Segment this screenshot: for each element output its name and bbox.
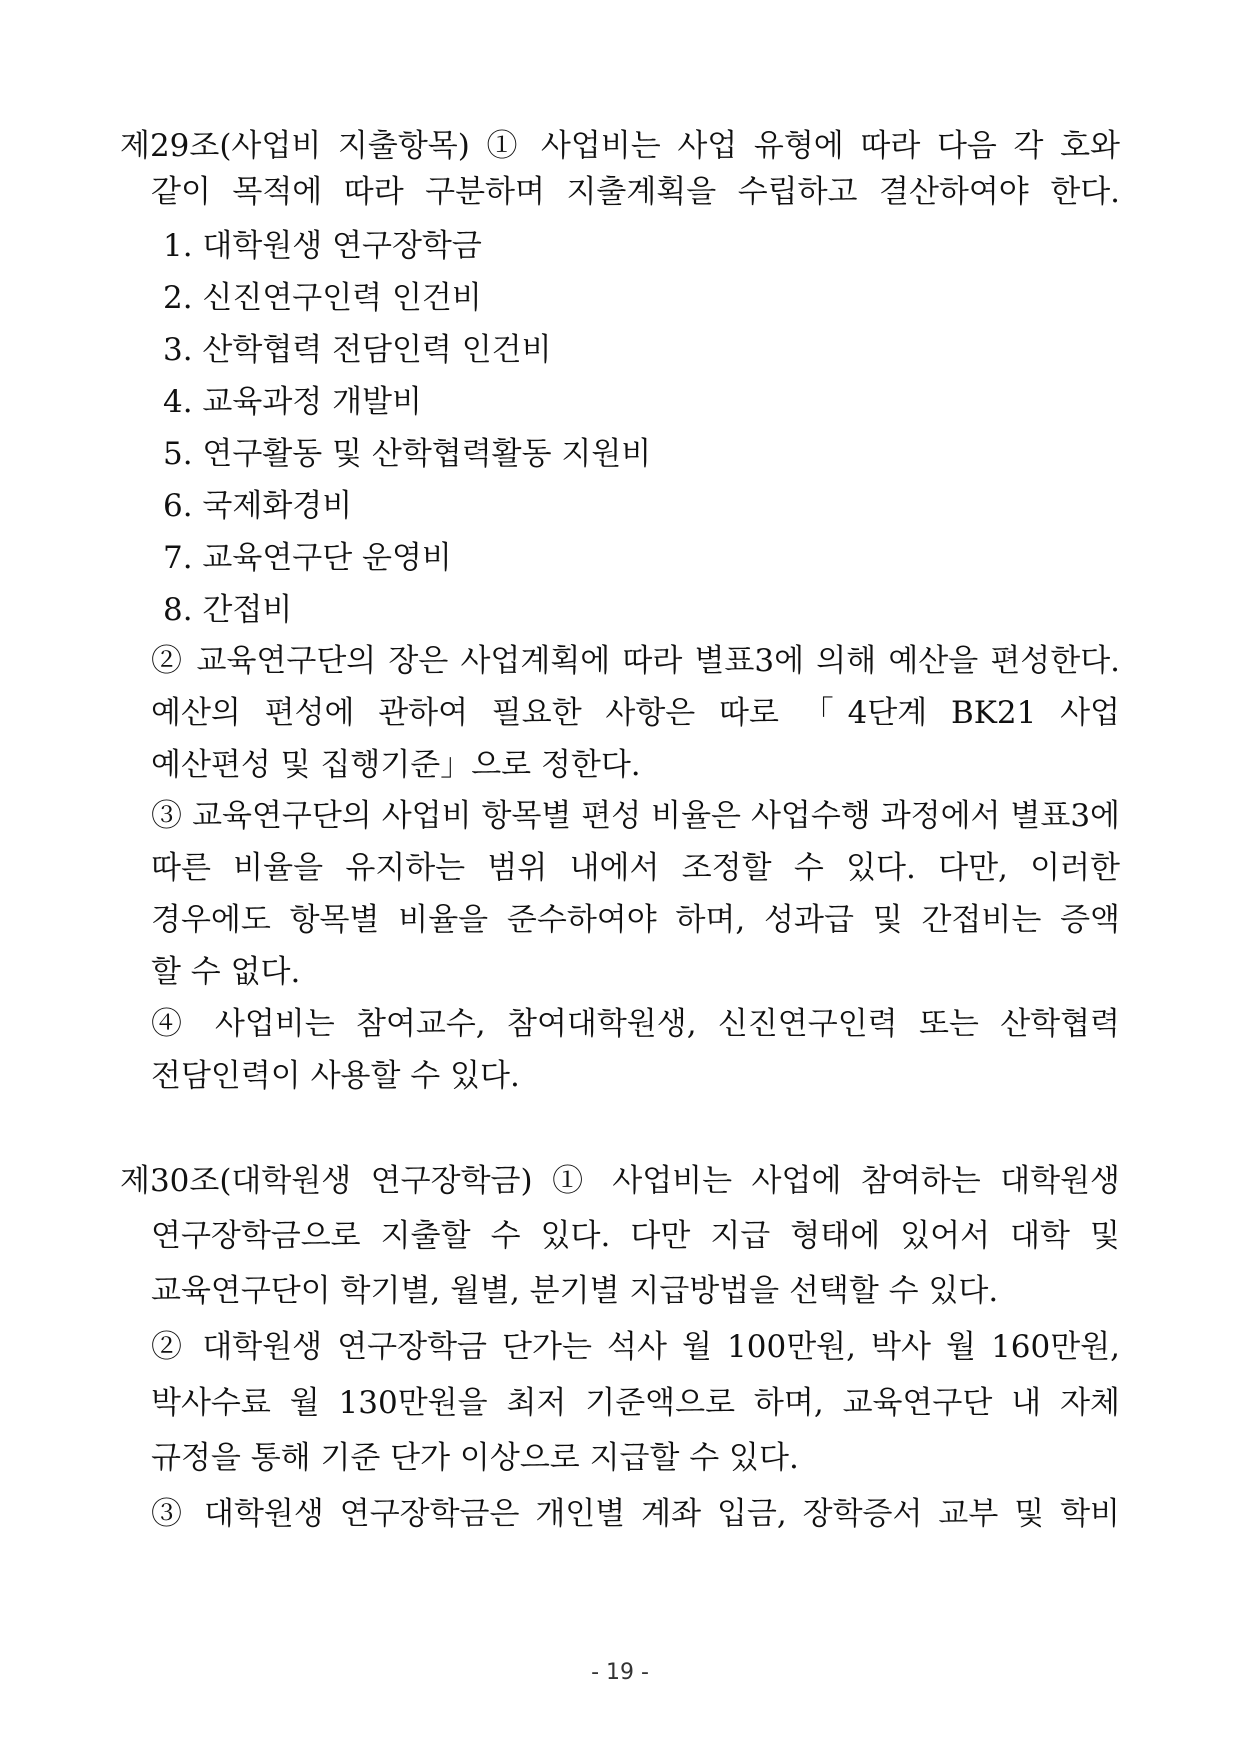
list-item: 7. 교육연구단 운영비 bbox=[163, 540, 452, 576]
paragraph-line: ② 대학원생 연구장학금 단가는 석사 월 100만원, 박사 월 160만원, bbox=[151, 1329, 1120, 1365]
paragraph-line: 예산의 편성에 관하여 필요한 사항은 따로 「4단계 BK21 사업 bbox=[151, 695, 1120, 731]
paragraph-line: 따른 비율을 유지하는 범위 내에서 조정할 수 있다. 다만, 이러한 bbox=[151, 850, 1120, 886]
list-item: 5. 연구활동 및 산학협력활동 지원비 bbox=[163, 436, 652, 472]
article-29-heading-line: 제29조(사업비 지출항목) ① 사업비는 사업 유형에 따라 다음 각 호와 bbox=[120, 128, 1120, 164]
article-29-text-line: 같이 목적에 따라 구분하며 지출계획을 수립하고 결산하여야 한다. bbox=[151, 174, 1120, 210]
paragraph-line: 규정을 통해 기준 단가 이상으로 지급할 수 있다. bbox=[151, 1440, 799, 1476]
paragraph-line: 경우에도 항목별 비율을 준수하여야 하며, 성과급 및 간접비는 증액 bbox=[151, 902, 1120, 938]
list-item: 8. 간접비 bbox=[163, 592, 293, 628]
paragraph-line: 연구장학금으로 지출할 수 있다. 다만 지급 형태에 있어서 대학 및 bbox=[151, 1218, 1120, 1254]
list-item: 3. 산학협력 전담인력 인건비 bbox=[163, 332, 552, 368]
paragraph-line: 예산편성 및 집행기준」으로 정한다. bbox=[151, 747, 641, 783]
list-item: 4. 교육과정 개발비 bbox=[163, 384, 422, 420]
page-number: - 19 - bbox=[591, 1660, 649, 1685]
paragraph-line: ③ 교육연구단의 사업비 항목별 편성 비율은 사업수행 과정에서 별표3에 bbox=[151, 798, 1120, 834]
paragraph-line: 교육연구단이 학기별, 월별, 분기별 지급방법을 선택할 수 있다. bbox=[151, 1273, 999, 1309]
paragraph-line: 박사수료 월 130만원을 최저 기준액으로 하며, 교육연구단 내 자체 bbox=[151, 1385, 1120, 1421]
article-30-heading-line: 제30조(대학원생 연구장학금) ① 사업비는 사업에 참여하는 대학원생 bbox=[120, 1163, 1120, 1199]
list-item: 2. 신진연구인력 인건비 bbox=[163, 280, 482, 316]
paragraph-line: ② 교육연구단의 장은 사업계획에 따라 별표3에 의해 예산을 편성한다. bbox=[151, 643, 1120, 679]
list-item: 6. 국제화경비 bbox=[163, 488, 353, 524]
list-item: 1. 대학원생 연구장학금 bbox=[163, 228, 482, 264]
paragraph-line: ④ 사업비는 참여교수, 참여대학원생, 신진연구인력 또는 산학협력 bbox=[151, 1006, 1120, 1042]
paragraph-line: 전담인력이 사용할 수 있다. bbox=[151, 1058, 520, 1094]
paragraph-line: 할 수 없다. bbox=[151, 954, 301, 990]
paragraph-line: ③ 대학원생 연구장학금은 개인별 계좌 입금, 장학증서 교부 및 학비 bbox=[151, 1496, 1120, 1532]
